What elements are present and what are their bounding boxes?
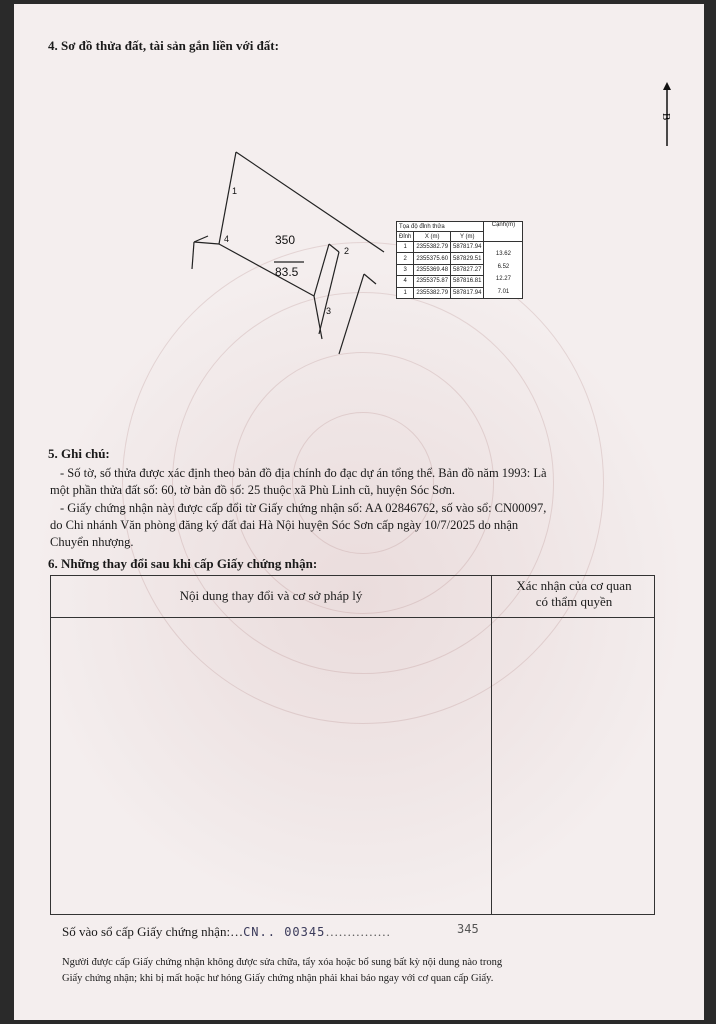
- note-line: do Chi nhánh Văn phòng đăng ký đất đai Hà Nội huyện Sóc Sơn cấp ngày 10/7/2025 do nhận: [50, 518, 519, 532]
- section-4-title: 4. Sơ đồ thửa đất, tài sản gắn liền với đất:: [48, 38, 279, 53]
- column-header-confirmation: [492, 578, 656, 610]
- boundary-line: [219, 152, 236, 244]
- changes-table-header: [51, 576, 654, 618]
- coordinate-table-title: Tọa độ đỉnh thửa: [397, 222, 484, 232]
- footer-notice: [62, 955, 692, 987]
- section-5-title: 5. Ghi chú:: [48, 446, 110, 461]
- edge-length: 7.01: [497, 288, 510, 295]
- boundary-line: [194, 236, 208, 242]
- boundary-line: [219, 244, 314, 296]
- cell-dinh: 1: [397, 242, 414, 253]
- cell-y: 587827.27: [451, 264, 484, 275]
- serial-extra: 345: [457, 922, 479, 936]
- note-line: Chuyển nhượng.: [50, 535, 134, 549]
- column-header-x: X (m): [414, 232, 451, 242]
- certificate-page: [14, 4, 704, 1020]
- confirmation-line-1: Xác nhận của cơ quan: [516, 578, 632, 593]
- serial-entry: Số vào sổ cấp Giấy chứng nhận:…CN.. 00345……………: [62, 924, 391, 939]
- column-divider: [491, 576, 492, 914]
- serial-label: Số vào sổ cấp Giấy chứng nhận:: [62, 924, 231, 939]
- boundary-line: [194, 242, 219, 244]
- north-label: B: [660, 113, 672, 121]
- column-header-content: Nội dung thay đổi và cơ sở pháp lý: [179, 588, 363, 603]
- vertex-label: 3: [326, 306, 332, 316]
- footer-line: Người được cấp Giấy chứng nhận không được sửa chữa, tẩy xóa hoặc bổ sung bất kỳ nội dung nào trong: [62, 957, 503, 968]
- column-header-dinh: Đỉnh: [397, 232, 414, 242]
- note-line: - Số tờ, số thửa được xác định theo bản đồ địa chính đo đạc dự án tổng thể. Bản đồ năm 1993: Là: [60, 466, 547, 480]
- table-row: [397, 242, 523, 253]
- cell-x: 2355382.79: [414, 242, 451, 253]
- column-header-y: Y (m): [451, 232, 484, 242]
- edge-length: 12.27: [495, 276, 511, 282]
- boundary-line: [314, 296, 322, 339]
- cell-y: 587829.51: [451, 253, 484, 264]
- vertex-label: 1: [232, 186, 238, 196]
- footer-line: Giấy chứng nhận; khi bị mất hoặc hư hỏng Giấy chứng nhận phải khai báo ngay với cơ quan cấp Giấy.: [62, 973, 494, 984]
- edge-length: 6.52: [497, 263, 510, 270]
- boundary-line: [236, 152, 384, 252]
- cell-dinh: 4: [397, 276, 414, 287]
- cell-y: 587817.94: [451, 242, 484, 253]
- note-line: - Giấy chứng nhận này được cấp đổi từ Giấy chứng nhận số: AA 02846762, số vào sổ: CN00097,: [60, 501, 547, 515]
- cell-y: 587816.81: [451, 276, 484, 287]
- coordinate-table: [396, 221, 523, 299]
- cell-x: 2355369.48: [414, 264, 451, 275]
- boundary-line: [364, 274, 376, 284]
- section-6-title: 6. Những thay đổi sau khi cấp Giấy chứng nhận:: [48, 556, 318, 571]
- serial-value: CN.. 00345: [243, 925, 326, 939]
- boundary-line: [314, 244, 329, 296]
- cell-dinh: 2: [397, 253, 414, 264]
- cell-x: 2355382.79: [414, 287, 451, 298]
- cell-x: 2355375.60: [414, 253, 451, 264]
- boundary-line: [339, 274, 364, 354]
- vertex-label: 2: [344, 246, 350, 256]
- changes-table: [50, 575, 655, 915]
- confirmation-line-2: có thẩm quyền: [535, 594, 613, 609]
- note-line: một phần thửa đất số: 60, tờ bản đồ số: 25 thuộc xã Phù Linh cũ, huyện Sóc Sơn.: [50, 483, 456, 497]
- parcel-number: 350: [275, 233, 296, 247]
- cell-x: 2355375.87: [414, 276, 451, 287]
- column-header-canh: Cạnh(m): [484, 222, 523, 242]
- edge-length: 13.62: [495, 251, 511, 257]
- boundary-line: [319, 252, 339, 334]
- cell-dinh: 1: [397, 287, 414, 298]
- edge-lengths: [484, 242, 523, 299]
- north-arrow-icon: [659, 82, 675, 148]
- coordinate-table-title-row: [397, 222, 523, 232]
- parcel-area: 83.5: [275, 265, 299, 279]
- boundary-line: [329, 244, 339, 252]
- boundary-line: [192, 242, 194, 269]
- vertex-label: 4: [224, 234, 230, 244]
- cell-dinh: 3: [397, 264, 414, 275]
- cell-y: 587817.94: [451, 287, 484, 298]
